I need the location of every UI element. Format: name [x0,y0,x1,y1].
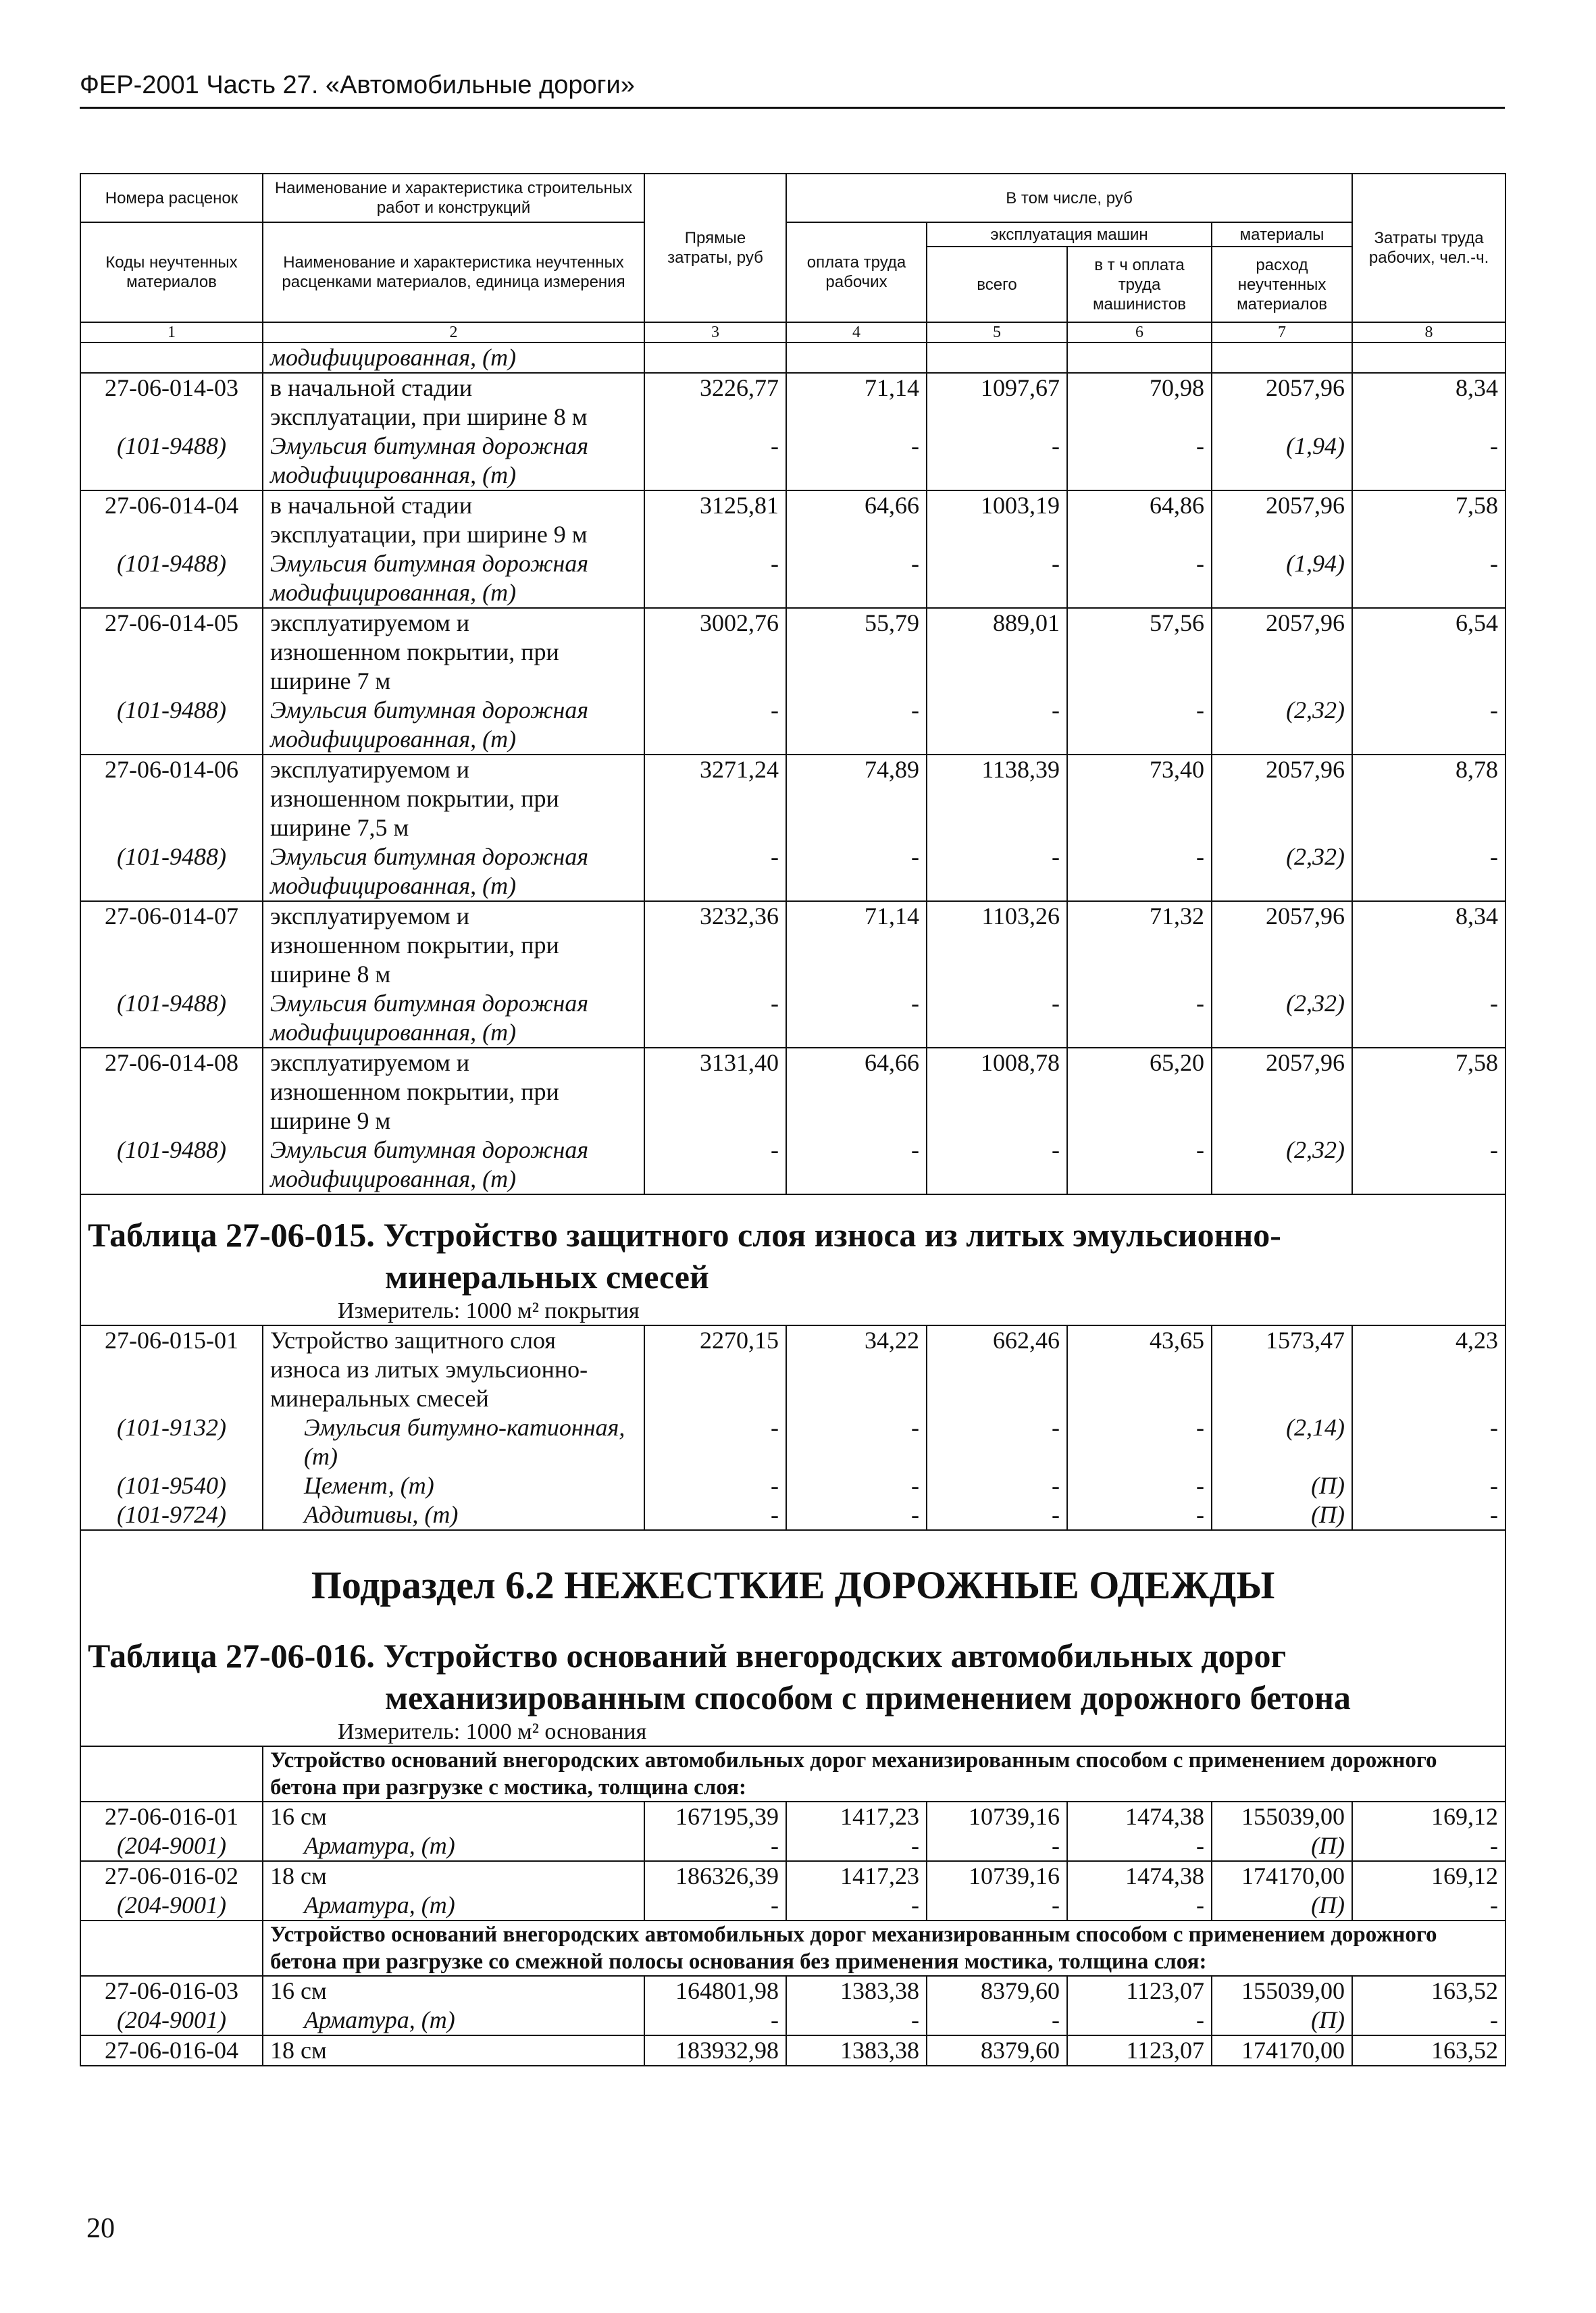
material-row [80,842,1505,901]
rate-value: 3226,77 [644,373,786,432]
text-line: Эмульсия битумно-катионная, [304,1414,625,1441]
rate-value: 2057,96 [1212,901,1352,989]
col-work-name-header: Наименование и характеристика строительных работ и конструкций [263,174,644,222]
rate-value: 10739,16 [927,1861,1067,1891]
rate-name [263,373,644,432]
dash-cell: - [786,1891,927,1921]
text-line: модифицированная, (т) [270,872,517,899]
text-line: Эмульсия битумная дорожная [270,843,589,870]
rate-value: 163,52 [1352,2035,1505,2066]
rate-name: 16 см [263,1802,644,1831]
rate-code: 27-06-014-07 [80,901,263,989]
material-name: Арматура, (т) [263,1831,644,1861]
col-direct-costs-header: Прямые затраты, руб [644,174,786,322]
text-line: (т) [304,1443,338,1470]
dash-cell: - [927,1136,1067,1194]
rate-value: 169,12 [1352,1861,1505,1891]
material-row [80,989,1505,1048]
text-line: Цемент, (т) [304,1472,434,1499]
rate-value: 3131,40 [644,1048,786,1136]
column-numbers-row: 1 2 3 4 5 6 7 8 [80,322,1505,342]
rate-value: 1383,38 [786,1976,927,2006]
col-machines-total-header: всего [927,247,1067,322]
rate-value: 8,34 [1352,373,1505,432]
rate-name [263,1048,644,1136]
rate-value: 64,86 [1067,490,1212,549]
rate-value: 70,98 [1067,373,1212,432]
dash-cell: - [1067,1891,1212,1921]
rate-code: 27-06-016-03 [80,1976,263,2006]
dash-cell: - [927,1413,1067,1471]
section-title: Подраздел 6.2 НЕЖЕСТКИЕ ДОРОЖНЫЕ ОДЕЖДЫ [80,1530,1505,1635]
text-line: износа из литых эмульсионно- [270,1356,588,1383]
text-line: эксплуатации, при ширине 8 м [270,403,588,430]
rate-name [263,1325,644,1413]
group-text: Устройство оснований внегородских автомобильных дорог механизированным способом с применением дорожного бетона при разгрузке с мостика, толщина слоя: [263,1746,1505,1802]
material-code: (101-9488) [80,989,263,1048]
text-line: минеральных смесей [270,1385,489,1412]
material-code: (101-9488) [80,549,263,608]
rate-row [80,1976,1505,2006]
rate-value: 6,54 [1352,608,1505,696]
rate-value: 43,65 [1067,1325,1212,1413]
material-row [80,549,1505,608]
rate-value: 155039,00 [1212,1802,1352,1831]
text-line: ширине 7 м [270,667,391,694]
rate-value: 164801,98 [644,1976,786,2006]
table-016-title: Таблица 27-06-016. Устройство оснований внегородских автомобильных дорог механизированным способом с применением дорожного бетона [80,1635,1505,1719]
dash-cell: - [927,1891,1067,1921]
text-line: в начальной стадии [270,492,473,519]
text-line: изношенном покрытии, при [270,785,559,812]
dash-cell: - [1067,1471,1212,1500]
material-qty: (2,14) [1212,1413,1352,1471]
rate-value: 3232,36 [644,901,786,989]
dash-cell: - [927,2006,1067,2035]
dash-cell: - [1352,842,1505,901]
dash-cell: - [927,1831,1067,1861]
col-operator-pay-header: в т ч оплата труда машинистов [1067,247,1212,322]
rate-value: 1474,38 [1067,1861,1212,1891]
material-qty: (2,32) [1212,842,1352,901]
material-row [80,2006,1505,2035]
rate-value: 74,89 [786,755,927,842]
text-line: модифицированная, (т) [270,461,517,488]
text-line: Эмульсия битумная дорожная [270,432,589,459]
rate-code: 27-06-016-04 [80,2035,263,2066]
dash-cell: - [1352,432,1505,490]
dash-cell: - [927,1500,1067,1530]
rate-value: 55,79 [786,608,927,696]
rate-name [263,755,644,842]
dash-cell: - [1352,696,1505,755]
dash-cell: - [1067,696,1212,755]
material-name [263,842,644,901]
col-machines-header: эксплуатация машин [927,222,1212,247]
dash-cell: - [644,1413,786,1471]
rate-code: 27-06-016-01 [80,1802,263,1831]
dash-cell: - [1067,2006,1212,2035]
material-code: (204-9001) [80,1891,263,1921]
text-line: ширине 7,5 м [270,814,409,841]
rate-name [263,901,644,989]
material-row [80,432,1505,490]
material-row [80,1413,1505,1471]
rate-value: 1474,38 [1067,1802,1212,1831]
dash-cell: - [927,989,1067,1048]
rate-row [80,755,1505,842]
rate-value: 1123,07 [1067,2035,1212,2066]
rate-row [80,608,1505,696]
rate-value: 71,32 [1067,901,1212,989]
rate-value: 3125,81 [644,490,786,549]
dash-cell: - [927,549,1067,608]
dash-cell: - [1352,1413,1505,1471]
rate-value: 7,58 [1352,1048,1505,1136]
rate-name: 18 см [263,2035,644,2066]
material-qty: (П) [1212,1831,1352,1861]
dash-cell: - [786,1831,927,1861]
col-materials-header: материалы [1212,222,1352,247]
material-qty: (1,94) [1212,432,1352,490]
group-heading [80,1921,1505,1976]
rate-value: 186326,39 [644,1861,786,1891]
rate-value: 174170,00 [1212,2035,1352,2066]
material-name [263,1136,644,1194]
col-rate-number-header: Номера расценок [80,174,263,222]
text-line: Устройство защитного слоя [270,1327,556,1354]
text-line: эксплуатации, при ширине 9 м [270,521,588,548]
col-material-codes-header: Коды неучтенных материалов [80,222,263,322]
dash-cell: - [786,696,927,755]
material-qty: (П) [1212,1500,1352,1530]
rate-value: 1383,38 [786,2035,927,2066]
rate-code: 27-06-014-03 [80,373,263,432]
material-name: Арматура, (т) [263,2006,644,2035]
dash-cell: - [644,1471,786,1500]
text-line: в начальной стадии [270,374,473,401]
continuation-row: модифицированная, (т) [80,342,1505,373]
text-line: модифицированная, (т) [270,1019,517,1046]
dash-cell: - [786,1500,927,1530]
dash-cell: - [644,842,786,901]
rate-name: 16 см [263,1976,644,2006]
dash-cell: - [786,1413,927,1471]
text-line: модифицированная, (т) [270,726,517,753]
rate-value: 1573,47 [1212,1325,1352,1413]
material-qty: (П) [1212,1891,1352,1921]
rate-value: 1008,78 [927,1048,1067,1136]
rate-value: 183932,98 [644,2035,786,2066]
material-code: (101-9488) [80,1136,263,1194]
dash-cell: - [1352,2006,1505,2035]
dash-cell: - [927,696,1067,755]
dash-cell: - [1352,1891,1505,1921]
rate-value: 64,66 [786,1048,927,1136]
dash-cell: - [1067,842,1212,901]
rate-value: 7,58 [1352,490,1505,549]
material-row [80,1831,1505,1861]
header-rule [80,107,1505,109]
rate-name: 18 см [263,1861,644,1891]
material-name: Арматура, (т) [263,1891,644,1921]
dash-cell: - [644,1136,786,1194]
material-row [80,1891,1505,1921]
text-line: изношенном покрытии, при [270,932,559,959]
group-text: Устройство оснований внегородских автомобильных дорог механизированным способом с применением дорожного бетона при разгрузке со смежной полосы основания без применения мостика, толщина слоя: [263,1921,1505,1976]
rate-value: 34,22 [786,1325,927,1413]
material-code: (204-9001) [80,1831,263,1861]
col-labor-hours-header: Затраты труда рабочих, чел.-ч. [1352,174,1505,322]
text-line: эксплуатируемом и [270,756,469,783]
rate-value: 889,01 [927,608,1067,696]
col-worker-pay-header: оплата труда рабочих [786,222,927,322]
material-name [263,1413,644,1471]
dash-cell: - [1352,1500,1505,1530]
text-line: ширине 8 м [270,961,391,988]
dash-cell: - [644,432,786,490]
dash-cell: - [644,1500,786,1530]
empty-cell [80,1746,263,1802]
rate-code: 27-06-014-08 [80,1048,263,1136]
dash-cell: - [644,2006,786,2035]
rate-row [80,1325,1505,1413]
rate-value: 3002,76 [644,608,786,696]
dash-cell: - [927,432,1067,490]
rate-row [80,2035,1505,2066]
dash-cell: - [1067,1413,1212,1471]
material-name [263,1471,644,1500]
rate-value: 73,40 [1067,755,1212,842]
rate-code: 27-06-014-05 [80,608,263,696]
dash-cell: - [927,1471,1067,1500]
rate-value: 4,23 [1352,1325,1505,1413]
rate-name [263,490,644,549]
text-line: эксплуатируемом и [270,1049,469,1076]
material-row [80,1471,1505,1500]
rate-value: 8379,60 [927,2035,1067,2066]
page-number: 20 [86,2213,115,2244]
rate-value: 10739,16 [927,1802,1067,1831]
rate-row [80,1048,1505,1136]
rate-row [80,1802,1505,1831]
rates-table [80,173,1506,2066]
rate-value: 2057,96 [1212,755,1352,842]
dash-cell: - [786,432,927,490]
material-qty: (П) [1212,1471,1352,1500]
rate-value: 1123,07 [1067,1976,1212,2006]
rate-value: 1103,26 [927,901,1067,989]
rate-value: 65,20 [1067,1048,1212,1136]
rate-name [263,608,644,696]
dash-cell: - [644,549,786,608]
dash-cell: - [1352,1831,1505,1861]
material-row [80,1500,1505,1530]
rate-value: 1003,19 [927,490,1067,549]
material-qty: (2,32) [1212,1136,1352,1194]
rate-code: 27-06-014-04 [80,490,263,549]
dash-cell: - [786,842,927,901]
dash-cell: - [644,989,786,1048]
rate-value: 2057,96 [1212,373,1352,432]
text-line: эксплуатируемом и [270,609,469,636]
rate-value: 57,56 [1067,608,1212,696]
material-qty: (2,32) [1212,989,1352,1048]
text-line: изношенном покрытии, при [270,1078,559,1105]
rate-value: 1097,67 [927,373,1067,432]
col-material-usage-header: расход неучтенных материалов [1212,247,1352,322]
rate-value: 64,66 [786,490,927,549]
material-name [263,432,644,490]
material-name [263,1500,644,1530]
dash-cell: - [1352,1136,1505,1194]
rate-value: 155039,00 [1212,1976,1352,2006]
dash-cell: - [786,2006,927,2035]
rate-row [80,490,1505,549]
rate-value: 167195,39 [644,1802,786,1831]
rate-value: 2270,15 [644,1325,786,1413]
rate-value: 71,14 [786,901,927,989]
material-code: (101-9488) [80,842,263,901]
text-line: Эмульсия битумная дорожная [270,696,589,723]
rate-row [80,901,1505,989]
dash-cell: - [1067,989,1212,1048]
material-code: (101-9488) [80,432,263,490]
rate-code: 27-06-014-06 [80,755,263,842]
material-code: (101-9132) [80,1413,263,1471]
material-name [263,549,644,608]
table-016-measure: Измеритель: 1000 м² основания [80,1719,1505,1746]
dash-cell: - [1352,1471,1505,1500]
text-line: изношенном покрытии, при [270,638,559,665]
rate-code: 27-06-015-01 [80,1325,263,1413]
empty-cell [80,1921,263,1976]
col-including-header: В том числе, руб [786,174,1352,222]
rate-value: 2057,96 [1212,1048,1352,1136]
material-code: (101-9488) [80,696,263,755]
table-015-measure: Измеритель: 1000 м² покрытия [80,1298,1505,1325]
text-line: Эмульсия битумная дорожная [270,990,589,1017]
rate-value: 1417,23 [786,1861,927,1891]
dash-cell: - [786,989,927,1048]
material-qty: (1,94) [1212,549,1352,608]
table-015-title: Таблица 27-06-015. Устройство защитного слоя износа из литых эмульсионно- минеральных смесей [80,1194,1505,1298]
text-line: модифицированная, (т) [270,579,517,606]
dash-cell: - [1067,1500,1212,1530]
dash-cell: - [786,549,927,608]
rate-value: 163,52 [1352,1976,1505,2006]
material-code: (101-9724) [80,1500,263,1530]
running-header: ФЕР-2001 Часть 27. «Автомобильные дороги» [80,71,635,99]
dash-cell: - [1352,989,1505,1048]
rate-value: 8379,60 [927,1976,1067,2006]
text-line: Аддитивы, (т) [304,1501,459,1528]
rate-value: 3271,24 [644,755,786,842]
rate-row [80,1861,1505,1891]
material-code: (101-9540) [80,1471,263,1500]
material-name [263,696,644,755]
rate-value: 1417,23 [786,1802,927,1831]
material-code: (204-9001) [80,2006,263,2035]
material-row [80,696,1505,755]
rate-value: 662,46 [927,1325,1067,1413]
text-line: Эмульсия битумная дорожная [270,550,589,577]
material-name [263,989,644,1048]
group-heading [80,1746,1505,1802]
text-line: эксплуатируемом и [270,903,469,930]
dash-cell: - [1067,1831,1212,1861]
rate-value: 71,14 [786,373,927,432]
material-qty: (П) [1212,2006,1352,2035]
dash-cell: - [1352,549,1505,608]
dash-cell: - [786,1136,927,1194]
col-material-name-header: Наименование и характеристика неучтенных расценками материалов, единица измерения [263,222,644,322]
text-line: ширине 9 м [270,1107,391,1134]
material-row [80,1136,1505,1194]
dash-cell: - [644,1891,786,1921]
rate-value: 2057,96 [1212,608,1352,696]
dash-cell: - [927,842,1067,901]
dash-cell: - [786,1471,927,1500]
rate-value: 169,12 [1352,1802,1505,1831]
rate-value: 1138,39 [927,755,1067,842]
rate-value: 8,78 [1352,755,1505,842]
material-qty: (2,32) [1212,696,1352,755]
text-line: модифицированная, (т) [270,1165,517,1192]
dash-cell: - [1067,1136,1212,1194]
rate-value: 2057,96 [1212,490,1352,549]
rate-code: 27-06-016-02 [80,1861,263,1891]
rate-value: 174170,00 [1212,1861,1352,1891]
rate-row [80,373,1505,432]
dash-cell: - [644,1831,786,1861]
dash-cell: - [1067,432,1212,490]
dash-cell: - [1067,549,1212,608]
rate-value: 8,34 [1352,901,1505,989]
dash-cell: - [644,696,786,755]
text-line: Эмульсия битумная дорожная [270,1136,589,1163]
